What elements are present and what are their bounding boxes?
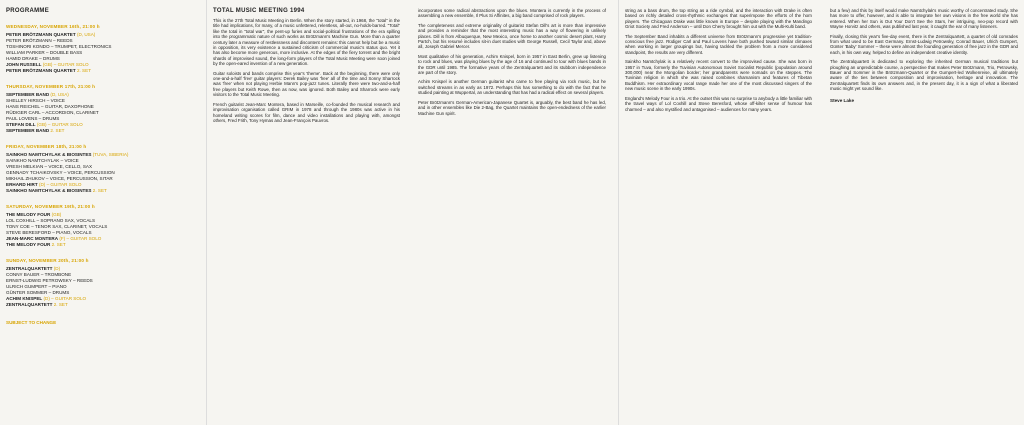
act-name: SHELLEY HIRSCH – VOICE <box>6 98 65 103</box>
act-name: JEAN-MARC MONTERA <box>6 236 59 241</box>
article-paragraph: French guitarist Jean-Marc Montera, based in Marseille, co-founded the musical research and improvisation organisation called GRIM in 1978 and through the 1980s was active in his homeland writing scores for film, dance and video installations and playing with, amongst others, Fred Frith, Tony Hymas and Jean-François Pauvros. <box>213 101 400 123</box>
act-name: ULRICH GUMPERT – PIANO <box>6 284 67 289</box>
act-name: TOSHINORI KONDO – TRUMPET, ELECTRONICS <box>6 44 112 49</box>
article-column-3 <box>618 0 818 425</box>
act-name: HAMID DRAKE – DRUMS <box>6 56 60 61</box>
act-name: GENNADY TCHAIKOVSKY – VOICE, PERCUSSION <box>6 170 115 175</box>
article-title: TOTAL MUSIC MEETING 1994 <box>213 8 305 14</box>
subject-to-change: SUBJECT TO CHANGE <box>6 320 57 325</box>
programme-day-date: WEDNESDAY, NOVEMBER 16th, 21:00 h <box>6 24 100 29</box>
act-name: THE MELODY FOUR <box>6 242 51 247</box>
act-name: MIKHAIL ZHUKOV – VOICE, PERCUSSION, SITAR <box>6 176 113 181</box>
programme-column <box>0 0 200 425</box>
act-extra: (D, USA) <box>76 32 96 37</box>
article-paragraph: Finally, closing this year's five-day event, there is the Zentralquartett, a quartet of old comrades from what used to be East Germany. Ernst-Ludwig Petrowsky, Conrad Bauer, Ulrich Gumpert, Günter 'Baby' Sommer – these were almost the founding generation of free jazz in the GDR and each, in his own way, helped to define an independent creative identity. <box>830 33 1018 55</box>
act-extra: (D, USA) <box>50 92 69 97</box>
act-name: STEVE BERESFORD – PIANO, VOCALS <box>6 230 92 235</box>
programme-day-date: THURSDAY, NOVEMBER 17th, 21:00 h <box>6 84 96 89</box>
article-column-4 <box>824 0 1024 425</box>
act-name: GÜNTER SOMMER – DRUMS <box>6 290 70 295</box>
act-name: TONY COE – TENOR SAX, CLARINET, VOCALS <box>6 224 108 229</box>
programme-act <box>6 128 194 134</box>
act-name: LOL COXHILL – SOPRANO SAX, VOCALS <box>6 218 96 223</box>
article-column-2 <box>412 0 612 425</box>
article-paragraph: Peter Brötzmann's German-American-Japanese Quartet is, arguably, the best band he has led, and in other ensembles like Die 2-Bag, the Quartet maintains the open-endedness of the earlier Machine Gun spirit. <box>418 99 606 116</box>
act-name: RÜDIGER CARL – ACCORDION, CLARINET <box>6 110 99 115</box>
programme-day-date: FRIDAY, NOVEMBER 18th, 21:00 h <box>6 144 87 149</box>
act-name: JOHN RUSSELL <box>6 62 42 67</box>
act-extra: 2. SET <box>76 68 91 73</box>
article-paragraph: Achim Knispel is another German guitarist who came to free playing via rock music, but he switched streams in as early as 1972. Perhaps this has something to do with the fact that he studied painting at Wuppertal, an understanding that has had a radical effect on several players. <box>418 79 606 96</box>
article-paragraph: Sainkho Namtchylak is a relatively recent convert to the improvised cause. She was born in 1957 in Tuva, formerly the Tuvinian Autonomous Soviet Socialist Republic (population around 300,000) near the Mongolian border; her grandparents were nomads on the steppes. The Tuvinian religion in which she was raised combines shamanism and features of Tibetan Buddhism. Her extraordinary vocal range made her one of the most discussed singers of the new music scene in the early 1990s. <box>625 59 812 92</box>
act-name: PAUL LOVENS – DRUMS <box>6 116 60 121</box>
article-paragraph: The Zentralquartett is dedicated to exploring the inherited German musical traditions but ploughing an unpredictable course, a perspective that makes Peter Brötzmann, Trio, Petrowsky, Bauer and Sommer in the Brötzmann-Quartet or the Gumpert-led Wolkenreise, all ultimately aware of the ties between composition and improvisation, heritage and innovation. The Zentralquartett finds its own answers and, in the present day, it is a sign of what a liberated music might yet sound like. <box>830 59 1018 92</box>
act-name: THE MELODY FOUR <box>6 212 51 217</box>
act-name: SAINKHO NAMTCHYLAK – VOICE <box>6 158 79 163</box>
act-extra: (D) – GUITAR SOLO <box>43 296 87 301</box>
act-extra: (D) – GUITAR SOLO <box>38 182 82 187</box>
act-name: PETER BRÖTZMANN QUARTET <box>6 32 76 37</box>
programme-day-date: SATURDAY, NOVEMBER 19th, 21:00 h <box>6 204 95 209</box>
act-extra: (GB) – GUITAR SOLO <box>36 122 83 127</box>
act-name: WILLIAM PARKER – DOUBLE BASS <box>6 50 83 55</box>
act-name: PETER BRÖTZMANN QUARTET <box>6 68 76 73</box>
act-extra: (GB) <box>51 212 62 217</box>
act-name: ZENTRALQUARTETT <box>6 302 53 307</box>
act-name: STEFAN DILL <box>6 122 36 127</box>
act-name: PETER BRÖTZMANN – REEDS <box>6 38 73 43</box>
act-name: ERNST-LUDWIG PETROWSKY – REEDS <box>6 278 93 283</box>
act-extra: (D) <box>53 266 61 271</box>
act-name: ERHARD HIRT <box>6 182 38 187</box>
article-paragraph: The completeness and extreme originality of guitarist Stefan Dill's art is more than impressive and provides a reminder that the most interesting music has a way of flowering in unlikely places. Dill is from Albuquerque, New Mexico, once home to another cosmic desert plant, Harry Partch, but his resumé includes sit-in duet studies with George Russell, Cecil Taylor and, above all, Joseph Gabriel Mercer. <box>418 22 606 50</box>
act-extra: 2. SET <box>50 128 65 133</box>
programme-act <box>6 188 194 194</box>
act-name: ZENTRALQUARTETT <box>6 266 53 271</box>
act-name: VRESH MELKIAN – VOICE, CELLO, SAX <box>6 164 93 169</box>
act-name: SEPTEMBER BAND <box>6 128 50 133</box>
act-extra: (F) – GUITAR SOLO <box>59 236 102 241</box>
programme-day-date: SUNDAY, NOVEMBER 20th, 21:00 h <box>6 258 89 263</box>
act-extra: 2. SET <box>53 302 68 307</box>
act-extra: 2. SET <box>92 188 107 193</box>
article-column-1 <box>206 0 406 425</box>
article-paragraph: Most qualitative of his generation, Achim Knispel, born in 1957 in East Berlin, grew up listening to rock and blues, was playing blues by the age of 16 and continued to tour with blues bands in the GDR until 1985. The formative years of the Zentralquartett and its stubborn independence are part of the story. <box>418 53 606 76</box>
article-paragraph: Guitar soloists and bands comprise this year's 'theme'. Back at the beginning, there were only one-and-a-half 'free' guitar players: Derek Bailey was 'free' all of the time and Sonny Sharrock was 'free' when not playing Herbie Mann's pop-jazz tunes. Literally there were two-and-a-half free players but Keith Rowe, then as now, was ignored. Both Bailey and Sharrock were early visitors to the Total Music Meeting. <box>213 70 400 98</box>
programme-days <box>6 24 194 308</box>
act-name: SEPTEMBER BAND <box>6 92 50 97</box>
act-name: ACHIM KNISPEL <box>6 296 43 301</box>
act-name: SAINKHO NAMTCHYLAK & BIOSINTES <box>6 188 92 193</box>
programme-act <box>6 242 194 248</box>
article-paragraph: England's Melody Four is a trio. At the outset this was no surprise to anybody a little familiar with the travel ways of Lol Coxhill and Steve Beresford, whose off-kilter sense of humour has charmed – and also mystified and antagonised – audiences for many years. <box>625 95 812 112</box>
article-paragraph: string as a bass drum, the top string as a ride cymbal, and the interaction with Drake is often based on richly detailed cross-rhythmic exchanges that superimpose the efforts of the horn players. The Chicagoan Drake was little known in Europe – despite playing with the Mandingo Griot Society and Fred Anderson – until Don Cherry brought him out with the Multi-Kulti band. <box>625 8 812 30</box>
act-name: CONNY BAUER – TROMBONE <box>6 272 72 277</box>
act-name: HANS REICHEL – GUITAR, DAXOPHONE <box>6 104 94 109</box>
act-extra: 2. SET <box>51 242 66 247</box>
programme-heading: PROGRAMME <box>6 8 50 14</box>
author-signature: Steve Lake <box>830 97 855 103</box>
act-name: SAINKHO NAMTCHYLAK & BIOSINTES <box>6 152 92 157</box>
article-paragraph: This is the 27th Total Music Meeting in Berlin. When the story started, in 1968, the "total" in the title had implications, for many, of a music unfettered, relentless, all-out, no-holds-barred. "Total" like the total in "total war", the pent-up furies and social-political frustrations of the era spilling into the programmatic nature of such works as Brötzmann's Machine Gun. More than a quarter century later a measure of restlessness and discontent remains: this cannot help but be a music in opposition, its very existence a sustained criticism of commercial music's status quo. Yet it has also become more generous, more inclusive. At the edges of the fiery torrent and the bright shards of improvised sound, the long-form players of the Total Music Meeting were soon joined by the open-eared invention of a new generation. <box>213 18 400 67</box>
programme-act <box>6 68 194 74</box>
programme-act <box>6 302 194 308</box>
article-paragraph: but a few) and this by itself would make Namtchylak's music worthy of concentrated study. She has more to offer, however, and is able to integrate her own visions in the free world she has entered. When her Sun is Out Your Don't See the Stars, her intriguing, neo-pop record with Wayne Horvitz and others, was published last year, it caught the ear of many listeners. <box>830 8 1018 30</box>
act-extra: (TUVA, SIBERIA) <box>92 152 129 157</box>
article-paragraph: The September Band inhabits a different universe from Brötzmann's progressive yet tradition-conscious free jazz. Rüdiger Carl and Paul Lovens have both pushed toward similar climaxes when working in larger groupings but, having tackled the problem from a more considered standpoint, the results are very different. <box>625 33 812 55</box>
article-paragraph: incorporates some radical abstractions upon the blues. Montera is currently in the process of assembling a new ensemble, Il Plus Si Affinites, a big band comprised of rock players. <box>418 8 606 19</box>
act-extra: (GB) – GUITAR SOLO <box>42 62 89 67</box>
